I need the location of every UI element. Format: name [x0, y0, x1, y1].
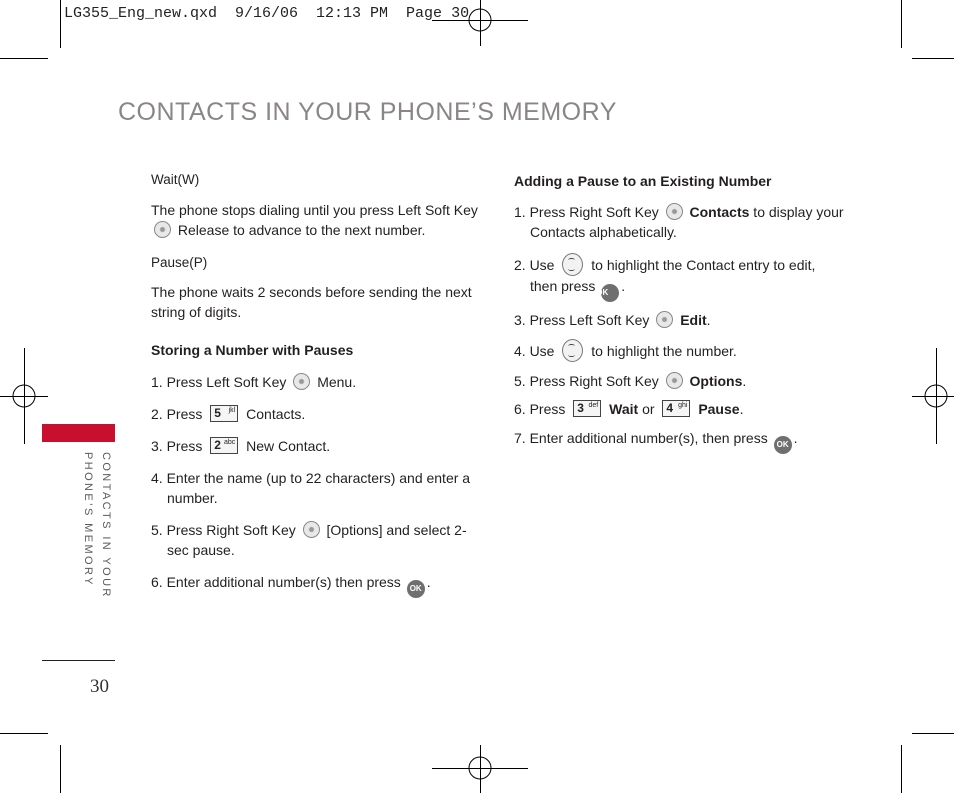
key-letters: jkl	[228, 407, 236, 414]
soft-key-icon	[303, 521, 320, 538]
key-digit: 3	[577, 401, 584, 415]
pause-label: Pause	[698, 401, 740, 417]
step-text: to highlight the Contact entry to edit, then press	[530, 257, 816, 294]
adding-step-2	[514, 253, 844, 302]
soft-key-icon	[293, 373, 310, 390]
step-text: 5. Press Right Soft Key	[151, 522, 296, 538]
storing-step-4: 4. Enter the name (up to 22 characters) and enter a number.	[151, 470, 471, 506]
soft-key-icon	[666, 203, 683, 220]
key-5-icon	[210, 405, 238, 422]
step-text: 6. Press	[514, 401, 566, 417]
wait-label: Wait	[609, 401, 639, 417]
key-letters: abc	[223, 439, 236, 446]
options-label: Options	[689, 373, 743, 389]
adding-step-4	[514, 339, 844, 362]
navigation-key-icon	[562, 253, 583, 276]
soft-key-icon	[666, 372, 683, 389]
adding-step-1	[514, 202, 844, 242]
adding-pause-heading: Adding a Pause to an Existing Number	[514, 173, 772, 189]
adding-step-5	[514, 371, 844, 391]
side-label-line1: CONTACTS IN YOUR	[100, 452, 112, 599]
step-text: 7. Enter additional number(s), then press	[514, 430, 768, 446]
two-sec-pause-label: 2-sec pause	[167, 522, 467, 558]
pause-heading: Pause(P)	[151, 255, 208, 270]
adding-step-7	[514, 428, 844, 454]
wait-text-2: Release to advance to the next number.	[177, 222, 426, 238]
wait-text	[151, 200, 481, 240]
ok-key-icon: OK	[407, 580, 425, 598]
step-text: 2. Press	[151, 406, 203, 422]
step-text: 5. Press Right Soft Key	[514, 373, 659, 389]
step-text: 3. Press	[151, 438, 203, 454]
storing-step-2	[151, 404, 481, 424]
step-text: .	[426, 574, 431, 590]
adding-step-6	[514, 399, 844, 419]
step-text: and select	[382, 522, 455, 538]
storing-step-1	[151, 372, 481, 392]
page-number: 30	[90, 676, 109, 697]
step-text: to highlight the number.	[591, 343, 737, 359]
step-text: .	[352, 374, 357, 390]
section-tab	[42, 424, 115, 442]
step-text: .	[230, 542, 235, 558]
navigation-key-icon	[562, 339, 583, 362]
adding-step-3	[514, 310, 844, 330]
edit-label: Edit	[680, 312, 707, 328]
key-digit: 5	[214, 406, 221, 420]
step-text: .	[621, 278, 626, 294]
pause-text: The phone waits 2 seconds before sending the next string of digits.	[151, 284, 472, 320]
step-text: 2. Use	[514, 257, 555, 273]
left-column	[151, 170, 481, 598]
options-label: [Options]	[326, 522, 383, 538]
step-text: to display your Contacts alphabetically.	[530, 204, 844, 240]
ok-key-icon: OK	[774, 436, 792, 454]
step-text: .	[739, 401, 744, 417]
key-digit: 4	[666, 401, 674, 415]
step-text: .	[742, 373, 747, 389]
side-label-line2: PHONE’S MEMORY	[82, 452, 94, 587]
step-text: 1. Press Right Soft Key	[514, 204, 659, 220]
contacts-label: Contacts	[246, 406, 302, 422]
page-title: CONTACTS IN YOUR PHONE’S MEMORY	[118, 98, 617, 126]
ok-key-icon: OK	[601, 284, 619, 302]
wait-text-1: The phone stops dialing until you press Left Soft Key	[151, 202, 478, 218]
key-4-icon	[662, 400, 690, 417]
step-text: .	[793, 430, 798, 446]
new-contact-label: New Contact	[246, 438, 327, 454]
key-3-icon	[573, 400, 601, 417]
wait-heading: Wait(W)	[151, 172, 200, 187]
key-2-icon	[210, 437, 238, 454]
footer-rule	[42, 660, 115, 661]
soft-key-icon	[154, 221, 171, 238]
step-text: 4. Use	[514, 343, 555, 359]
right-column	[514, 171, 844, 454]
step-text: or	[638, 401, 659, 417]
soft-key-icon	[656, 311, 673, 328]
key-letters: def	[588, 402, 599, 409]
step-text: 6. Enter additional number(s) then press	[151, 574, 401, 590]
storing-step-5	[151, 520, 481, 560]
key-letters: ghi	[678, 402, 688, 409]
menu-label: Menu	[317, 374, 353, 390]
step-text: .	[326, 438, 331, 454]
storing-heading: Storing a Number with Pauses	[151, 342, 354, 358]
side-section-label	[81, 452, 121, 599]
step-text: 1. Press Left Soft Key	[151, 374, 287, 390]
storing-step-6	[151, 572, 481, 598]
print-slug: LG355_Eng_new.qxd 9/16/06 12:13 PM Page 30	[64, 5, 470, 22]
key-digit: 2	[214, 438, 221, 452]
step-text: 3. Press Left Soft Key	[514, 312, 650, 328]
storing-step-3	[151, 436, 481, 456]
contacts-label: Contacts	[689, 204, 750, 220]
step-text: .	[301, 406, 306, 422]
step-text: .	[706, 312, 711, 328]
